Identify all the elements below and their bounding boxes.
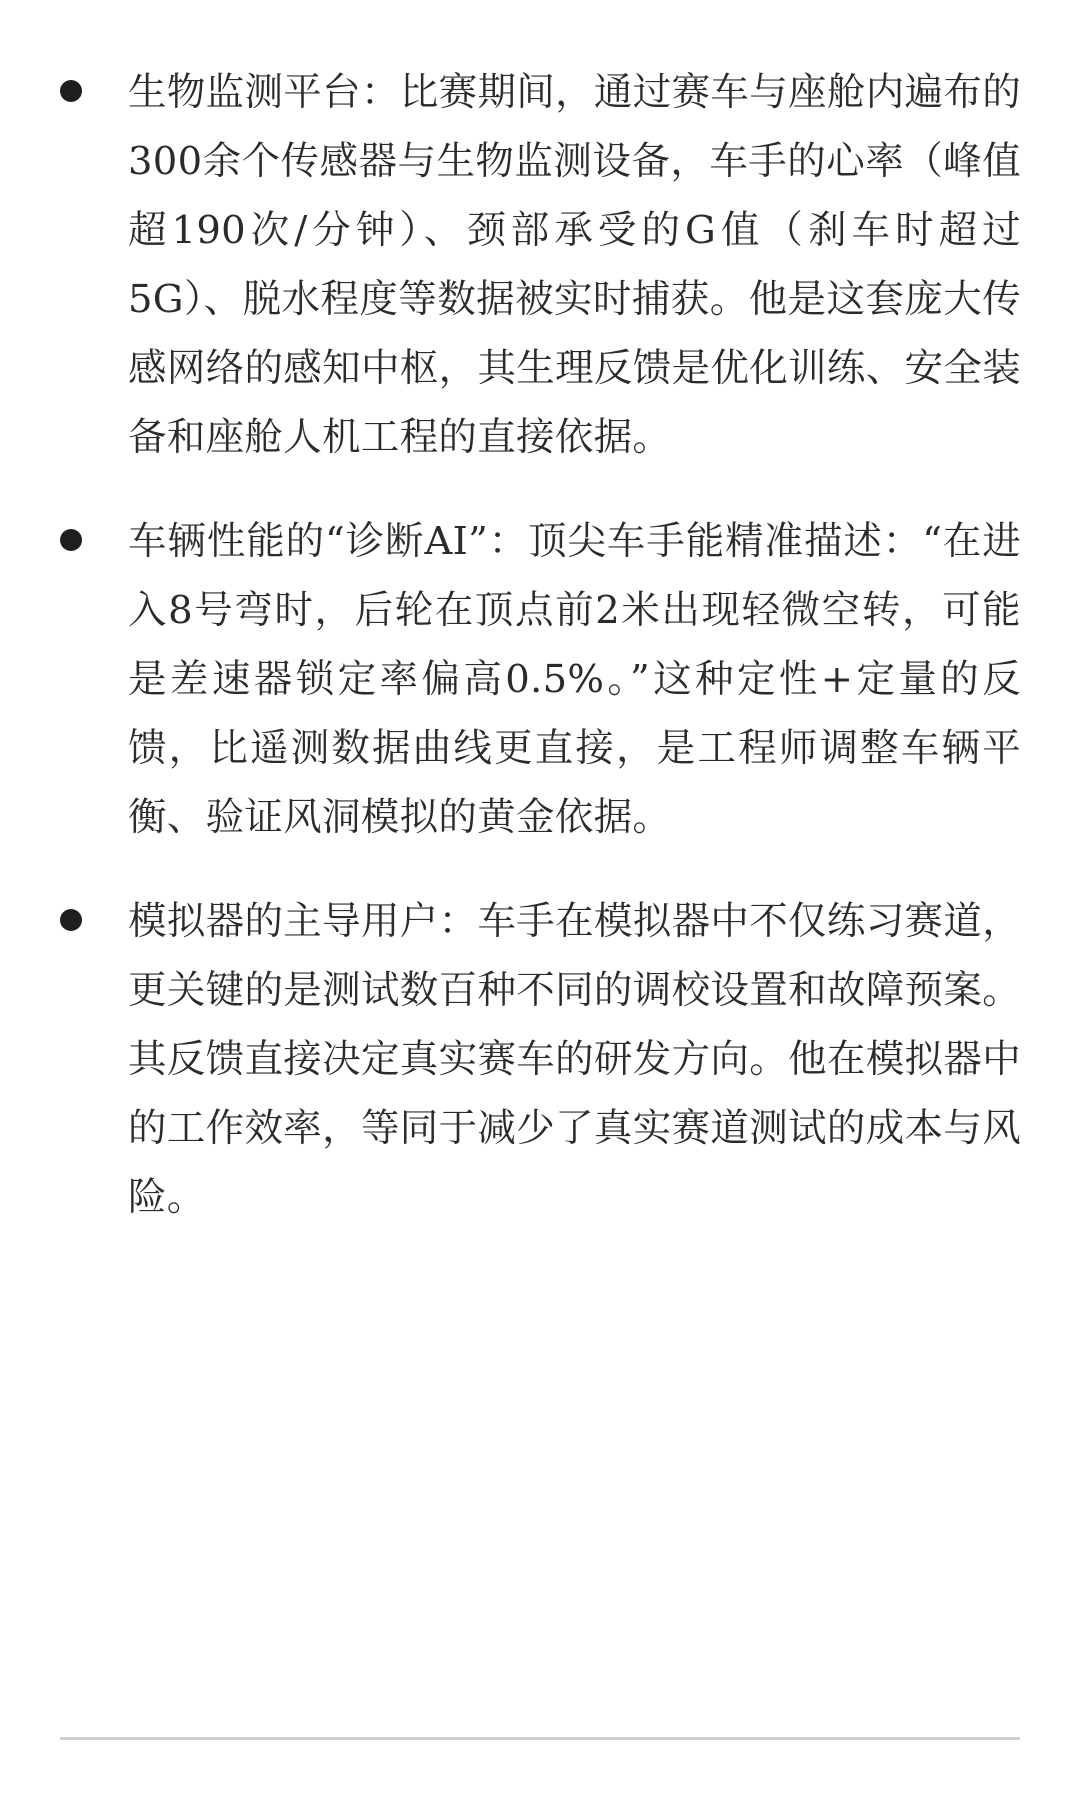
list-item <box>0 887 1080 1232</box>
bottom-divider <box>60 1737 1020 1740</box>
list-item <box>0 507 1080 852</box>
list-item-text: 车辆性能的“诊断AI”：顶尖车手能精准描述：“在进入8号弯时，后轮在顶点前2米出现轻微空转，可能是差速器锁定率偏高0.5%。”这种定性+定量的反馈，比遥测数据曲线更直接，是工程师调整车辆平衡、验证风洞模拟的黄金依据。 <box>128 519 1021 840</box>
bullet-list <box>0 58 1080 1267</box>
list-item-text: 模拟器的主导用户：车手在模拟器中不仅练习赛道，更关键的是测试数百种不同的调校设置和故障预案。其反馈直接决定真实赛车的研发方向。他在模拟器中的工作效率，等同于减少了真实赛道测试的成本与风险。 <box>128 899 1021 1220</box>
bullet-dot-icon <box>60 909 82 931</box>
bullet-dot-icon <box>60 529 82 551</box>
bullet-dot-icon <box>60 80 82 102</box>
list-item <box>0 58 1080 472</box>
list-item-text: 生物监测平台：比赛期间，通过赛车与座舱内遍布的300余个传感器与生物监测设备，车手的心率（峰值超190次/分钟）、颈部承受的G值（刹车时超过5G）、脱水程度等数据被实时捕获。他是这套庞大传感网络的感知中枢，其生理反馈是优化训练、安全装备和座舱人机工程的直接依据。 <box>128 70 1021 460</box>
